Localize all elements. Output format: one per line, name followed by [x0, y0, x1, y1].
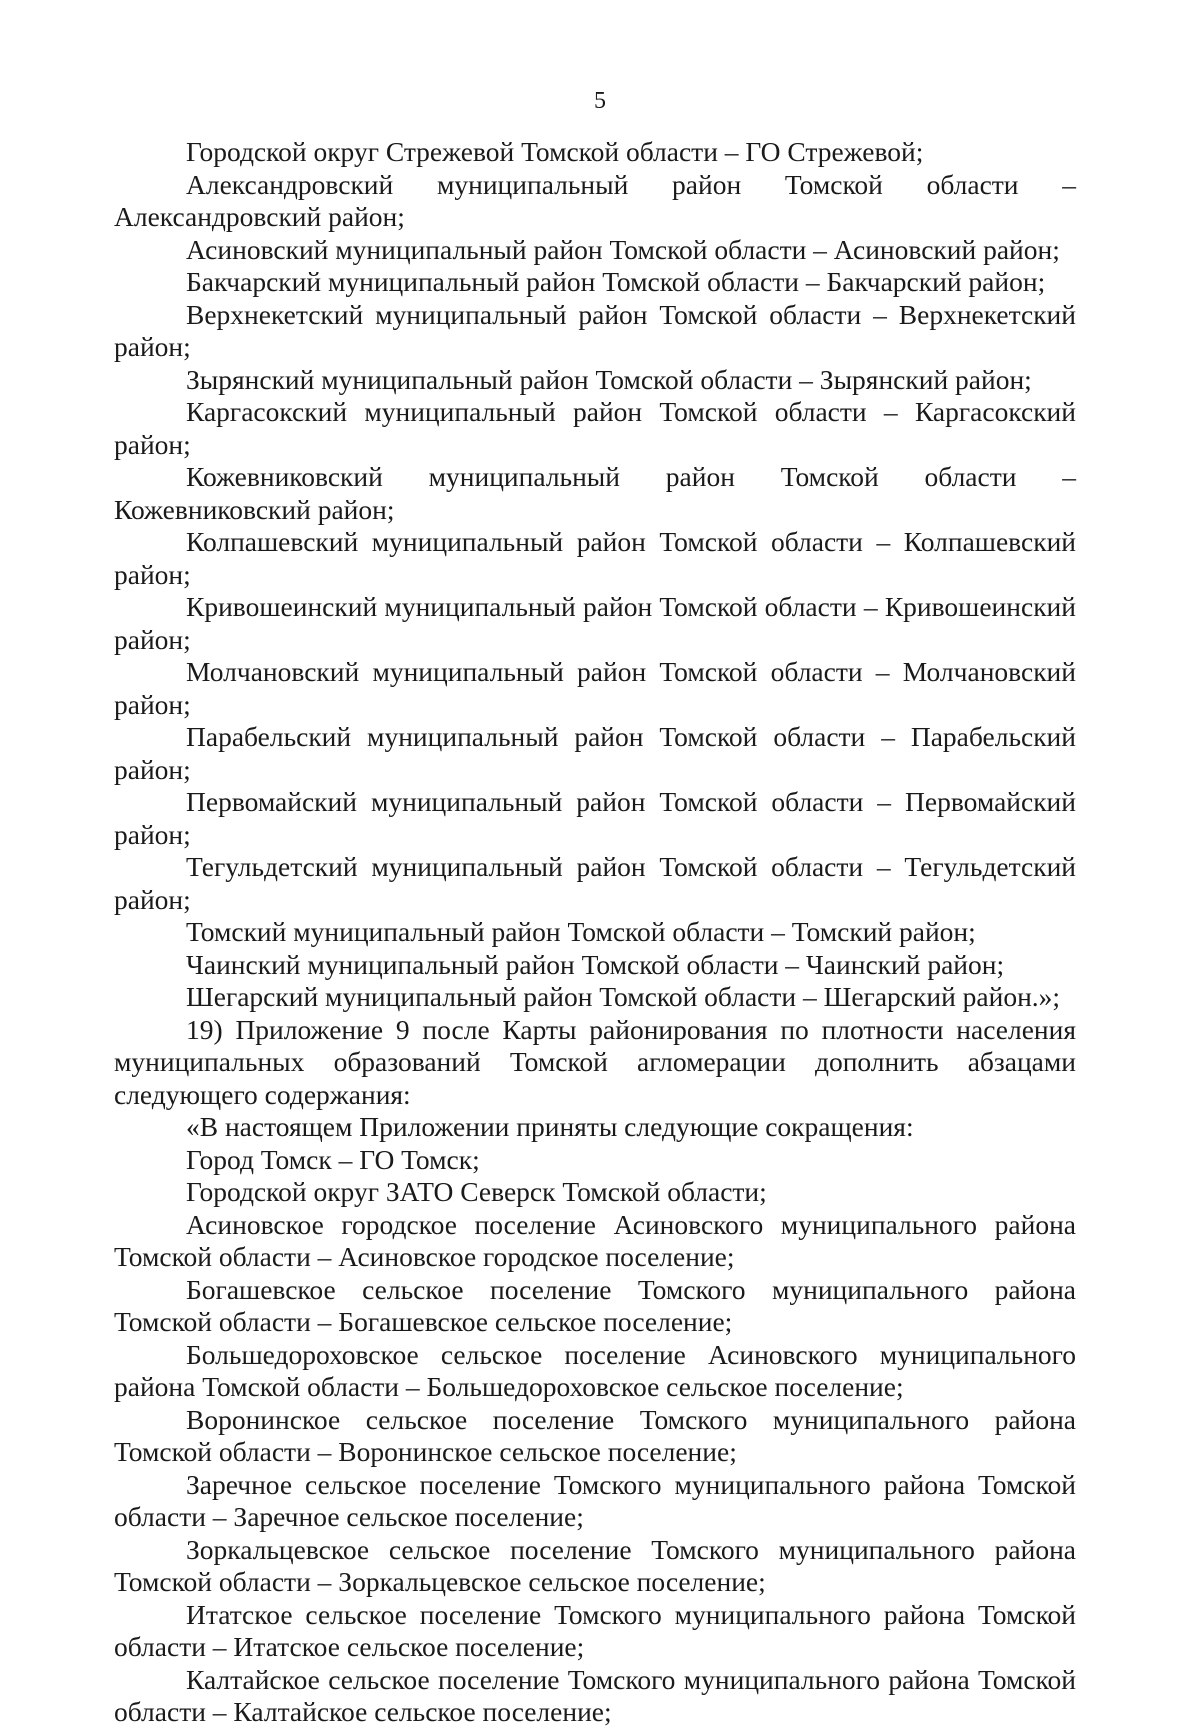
paragraph: Воронинское сельское поселение Томского муниципального района Томской области – Воронинское сельское поселение;	[114, 1403, 1076, 1467]
paragraph: Зоркальцевское сельское поселение Томского муниципального района Томской области – Зоркальцевское сельское поселение;	[114, 1533, 1076, 1597]
paragraph: Молчановский муниципальный район Томской области – Молчановский район;	[114, 656, 1076, 720]
paragraph: Асиновский муниципальный район Томской области – Асиновский район;	[186, 233, 1060, 265]
paragraph: Тегульдетский муниципальный район Томской области – Тегульдетский район;	[114, 851, 1076, 915]
paragraph: Каргасокский муниципальный район Томской области – Каргасокский район;	[114, 396, 1076, 460]
paragraph: Бакчарский муниципальный район Томской области – Бакчарский район;	[186, 266, 1046, 297]
paragraph: Кожевниковский муниципальный район Томской области – Кожевниковский район;	[114, 461, 1076, 525]
paragraph: «В настоящем Приложении приняты следующие сокращения:	[186, 1111, 914, 1142]
paragraph: Первомайский муниципальный район Томской области – Первомайский район;	[114, 786, 1076, 850]
paragraph: Городской округ Стрежевой Томской области – ГО Стрежевой;	[186, 136, 924, 167]
paragraph: Александровский муниципальный район Томской области – Александровский район;	[114, 168, 1076, 232]
paragraph: Чаинский муниципальный район Томской области – Чаинский район;	[186, 948, 1005, 980]
paragraph: Парабельский муниципальный район Томской области – Парабельский район;	[114, 721, 1076, 785]
document-body	[114, 136, 1076, 1729]
paragraph: Итатское сельское поселение Томского муниципального района Томской области – Итатское сельское поселение;	[114, 1598, 1076, 1662]
paragraph: Асиновское городское поселение Асиновского муниципального района Томской области – Асиновское городское поселение;	[114, 1208, 1076, 1272]
paragraph: Кривошеинский муниципальный район Томской области – Кривошеинский район;	[114, 591, 1076, 655]
paragraph: 19) Приложение 9 после Карты районирования по плотности населения муниципальных образований Томской агломерации дополнить абзацами следующего содержания:	[114, 1013, 1076, 1110]
page-number: 5	[594, 88, 606, 114]
paragraph: Городской округ ЗАТО Северск Томской области;	[186, 1176, 767, 1207]
paragraph: Колпашевский муниципальный район Томской области – Колпашевский район;	[114, 526, 1076, 590]
paragraph: Верхнекетский муниципальный район Томской области – Верхнекетский район;	[114, 298, 1076, 362]
paragraph: Зырянский муниципальный район Томской области – Зырянский район;	[186, 363, 1032, 395]
paragraph: Заречное сельское поселение Томского муниципального района Томской области – Заречное сельское поселение;	[114, 1468, 1076, 1532]
paragraph: Калтайское сельское поселение Томского муниципального района Томской области – Калтайское сельское поселение;	[114, 1663, 1076, 1727]
paragraph: Томский муниципальный район Томской области – Томский район;	[186, 916, 976, 947]
paragraph: Большедороховское сельское поселение Асиновского муниципального района Томской области – Большедороховское сельское поселение;	[114, 1338, 1076, 1402]
paragraph: Богашевское сельское поселение Томского муниципального района Томской области – Богашевское сельское поселение;	[114, 1273, 1076, 1337]
paragraph: Город Томск – ГО Томск;	[186, 1143, 480, 1175]
paragraph: Шегарский муниципальный район Томской области – Шегарский район.»;	[186, 981, 1061, 1012]
